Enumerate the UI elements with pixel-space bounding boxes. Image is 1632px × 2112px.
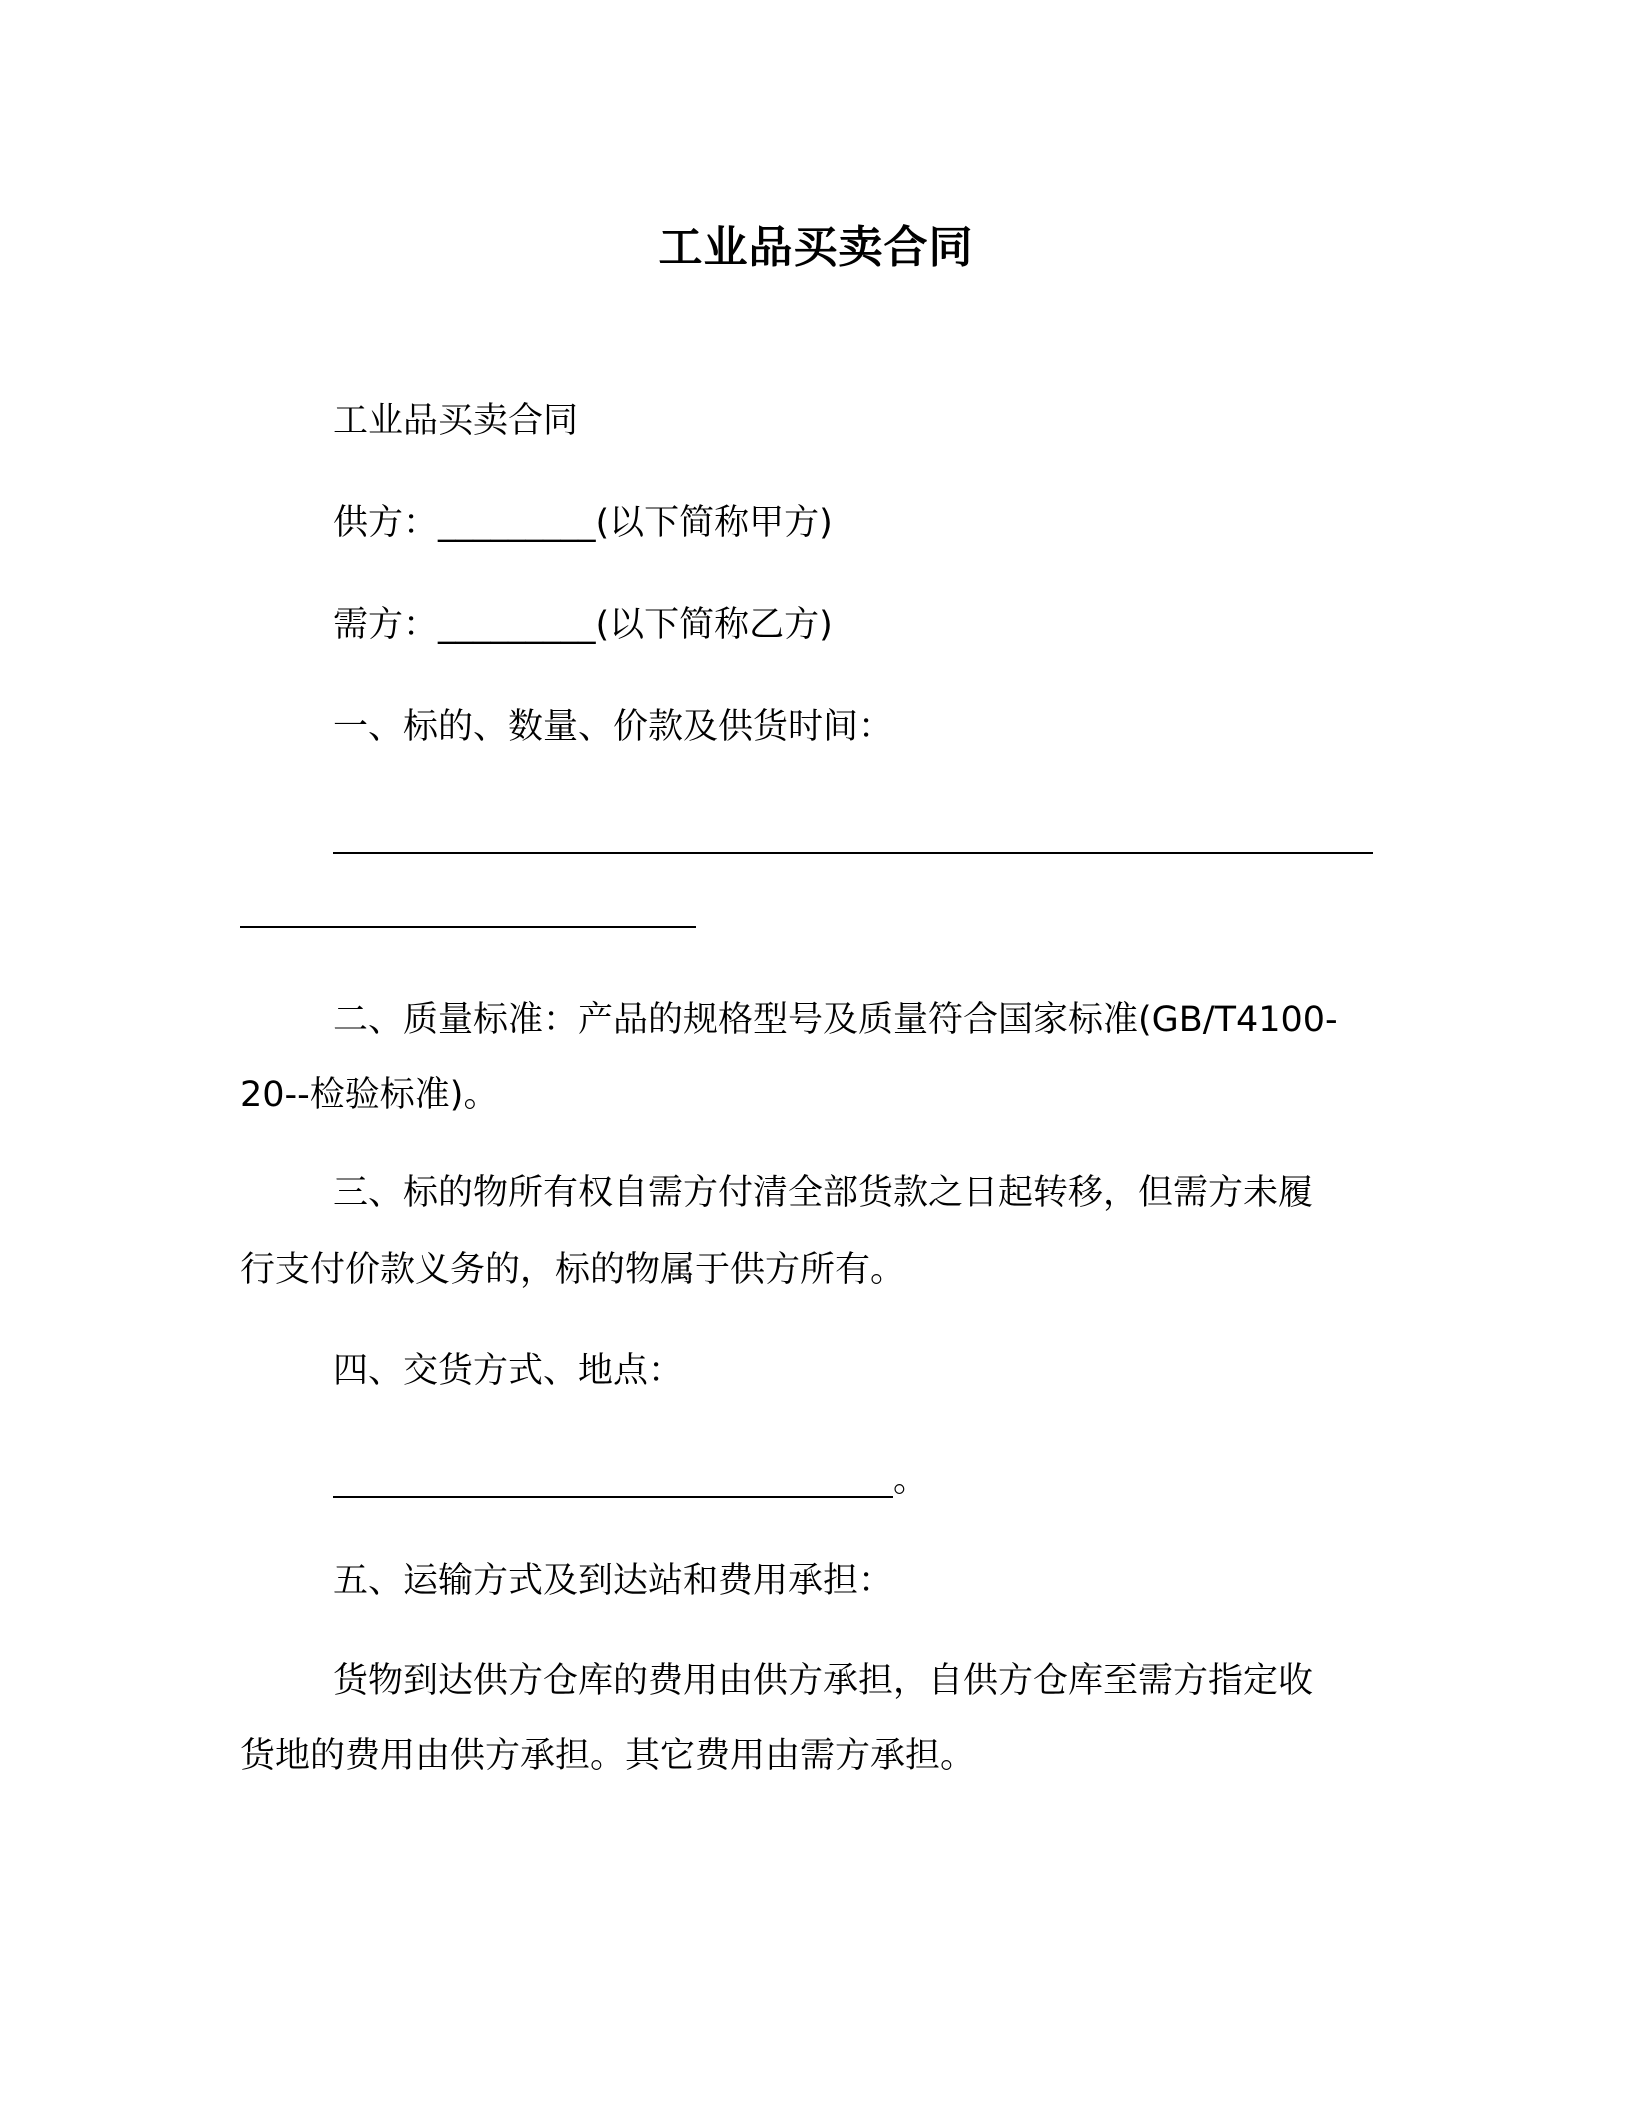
section4-end-mark: 。 [893, 1460, 929, 1500]
supplier-label: 供方： [333, 503, 439, 543]
document-title: 工业品买卖合同 [658, 222, 974, 273]
section4-blank-rule [333, 1496, 893, 1498]
section5-heading: 五、运输方式及到达站和费用承担： [333, 1561, 894, 1601]
section3-line1: 三、标的物所有权自需方付清全部货款之日起转移，但需方未履 [333, 1173, 1314, 1213]
supplier-line [333, 498, 1493, 548]
section1-heading: 一、标的、数量、价款及供货时间： [333, 707, 894, 747]
section4-heading: 四、交货方式、地点： [333, 1351, 684, 1391]
section1-blank-rule-2 [240, 926, 696, 928]
section1-blank-rule-1 [333, 852, 1373, 854]
section2-line1: 二、质量标准：产品的规格型号及质量符合国家标准(GB/T4100- [333, 1000, 1338, 1040]
supplier-note: (以下简称甲方) [595, 503, 833, 543]
supplier-blank: _________ [438, 503, 596, 543]
buyer-label: 需方： [333, 605, 439, 645]
buyer-line [333, 600, 1493, 650]
section5-line1: 货物到达供方仓库的费用由供方承担，自供方仓库至需方指定收 [333, 1661, 1314, 1701]
buyer-note: (以下简称乙方) [595, 605, 833, 645]
section3-line2: 行支付价款义务的，标的物属于供方所有。 [240, 1250, 906, 1290]
section2-line2: 20--检验标准)。 [240, 1075, 499, 1115]
contract-subtitle: 工业品买卖合同 [333, 401, 579, 441]
buyer-blank: _________ [438, 605, 596, 645]
section5-line2: 货地的费用由供方承担。其它费用由需方承担。 [240, 1736, 976, 1776]
